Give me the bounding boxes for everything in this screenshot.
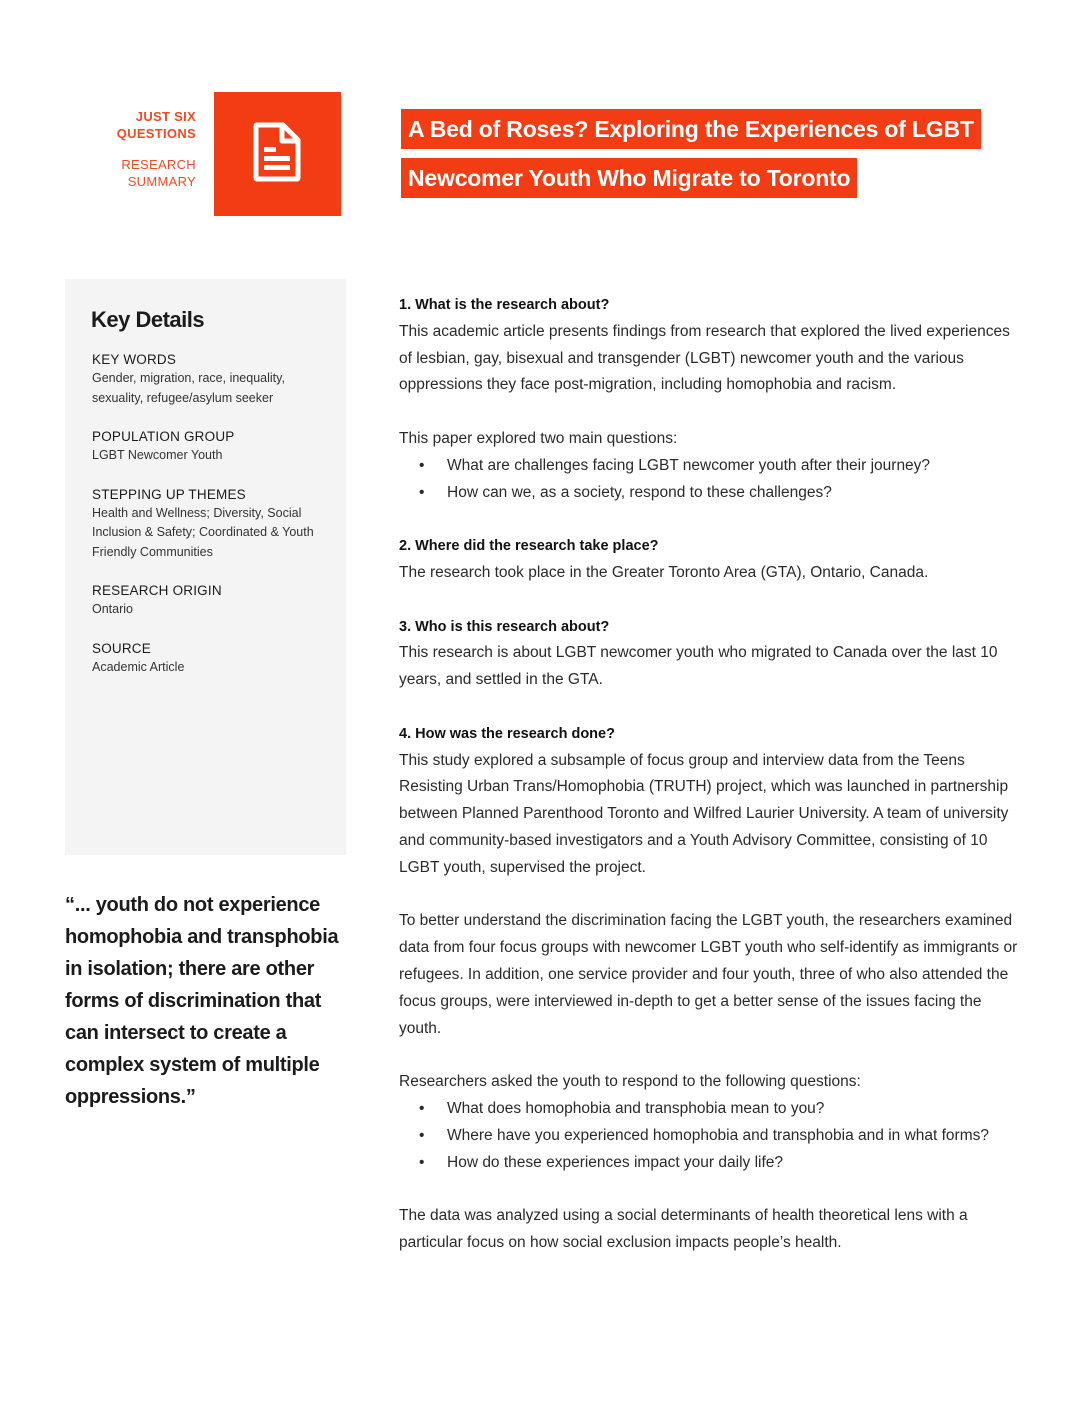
question-heading: 3. Who is this research about? xyxy=(399,618,610,635)
bullet-item: • Where have you experienced homophobia and transphobia and in what forms? xyxy=(399,1123,1019,1150)
key-detail-heading: SOURCE xyxy=(92,640,151,656)
key-detail-heading: POPULATION GROUP xyxy=(92,429,235,444)
series-title-line: QUESTIONS xyxy=(116,126,196,141)
key-detail-value: Health and Wellness; Diversity, Social Inclusion & Safety; Coordinated & Youth Friendly Communities xyxy=(92,505,314,559)
paragraph-spacer xyxy=(399,882,1019,909)
answer-paragraph: Researchers asked the youth to respond to the following questions: xyxy=(399,1073,861,1091)
key-detail-heading: RESEARCH ORIGIN xyxy=(92,583,222,598)
bullet-item: • What does homophobia and transphobia mean to you? xyxy=(399,1096,1019,1123)
main-content xyxy=(399,292,1019,1257)
bullet-list xyxy=(399,1096,1019,1176)
key-detail-source xyxy=(92,639,332,678)
document-title-line-2: Newcomer Youth Who Migrate to Toronto xyxy=(401,158,857,198)
answer-paragraph: This academic article presents findings from research that explored the lived experiences of lesbian, gay, bisexual and transgender (LGBT) newcomer youth and the various oppressions they face post-migration, including homophobia and racism. xyxy=(399,322,1010,394)
answer-paragraph: To better understand the discrimination facing the LGBT youth, the researchers examined data from four focus groups with newcomer LGBT youth who self-identify as immigrants or refugees. In addition, one service provider and four youth, three of who also attended the focus groups, were interviewed in-depth to get a better sense of the issues facing the youth. xyxy=(399,912,1018,1037)
document-icon xyxy=(252,121,302,183)
series-title-line: JUST SIX xyxy=(135,109,196,124)
key-details-list xyxy=(92,350,332,696)
paragraph-spacer xyxy=(399,1176,1019,1203)
bullet-item: • What are challenges facing LGBT newcomer youth after their journey? xyxy=(399,453,1019,480)
key-details-title: Key Details xyxy=(91,307,205,332)
paragraph-spacer xyxy=(399,399,1019,426)
answer-paragraph: The research took place in the Greater Toronto Area (GTA), Ontario, Canada. xyxy=(399,563,929,581)
series-subtitle-line: RESEARCH xyxy=(121,157,196,172)
bullet-item: • How do these experiences impact your daily life? xyxy=(399,1150,1019,1177)
series-subtitle xyxy=(100,156,196,190)
key-detail-heading: KEY WORDS xyxy=(92,352,177,367)
answer-paragraph: The data was analyzed using a social determinants of health theoretical lens with a particular focus on how social exclusion impacts people’s health. xyxy=(399,1207,968,1251)
key-detail-themes xyxy=(92,485,332,563)
logo-box xyxy=(214,92,341,216)
bullet-item: • How can we, as a society, respond to these challenges? xyxy=(399,480,1019,507)
key-detail-heading: STEPPING UP THEMES xyxy=(92,486,246,502)
series-title xyxy=(100,108,196,142)
bullet-list xyxy=(399,453,1019,507)
question-heading: 2. Where did the research take place? xyxy=(399,538,659,555)
question-heading: 1. What is the research about? xyxy=(399,297,610,313)
paragraph-spacer xyxy=(399,1042,1019,1069)
key-detail-value: Academic Article xyxy=(92,659,185,674)
answer-paragraph: This research is about LGBT newcomer youth who migrated to Canada over the last 10 years, and settled in the GTA. xyxy=(399,644,998,689)
key-detail-origin xyxy=(92,581,332,620)
key-detail-keywords xyxy=(92,350,332,408)
key-detail-value: LGBT Newcomer Youth xyxy=(92,448,223,462)
key-detail-value: Ontario xyxy=(92,602,133,616)
document-title-line-1: A Bed of Roses? Exploring the Experiences of LGBT xyxy=(401,109,981,149)
series-label xyxy=(100,108,196,190)
key-details-panel xyxy=(65,279,346,855)
key-detail-population xyxy=(92,427,332,466)
paragraph-spacer xyxy=(399,506,1019,533)
answer-paragraph: This study explored a subsample of focus group and interview data from the Teens Resisting Urban Trans/Homophobia (TRUTH) project, which was launched in partnership between Planned Parenthood Toronto and Wilfred Laurier University. A team of university and community-based investigators and a Youth Advisory Committee, consisting of 10 LGBT youth, supervised the project. xyxy=(399,751,1009,876)
paragraph-spacer xyxy=(399,587,1019,614)
pull-quote: “... youth do not experience homophobia and transphobia in isolation; there are other forms of discrimination that can intersect to create a complex system of multiple oppressions.” xyxy=(65,894,339,1108)
answer-paragraph: This paper explored two main questions: xyxy=(399,429,678,447)
key-detail-value: Gender, migration, race, inequality, sexuality, refugee/asylum seeker xyxy=(92,371,285,405)
paragraph-spacer xyxy=(399,694,1019,721)
question-heading: 4. How was the research done? xyxy=(399,725,615,742)
series-subtitle-line: SUMMARY xyxy=(127,174,196,189)
